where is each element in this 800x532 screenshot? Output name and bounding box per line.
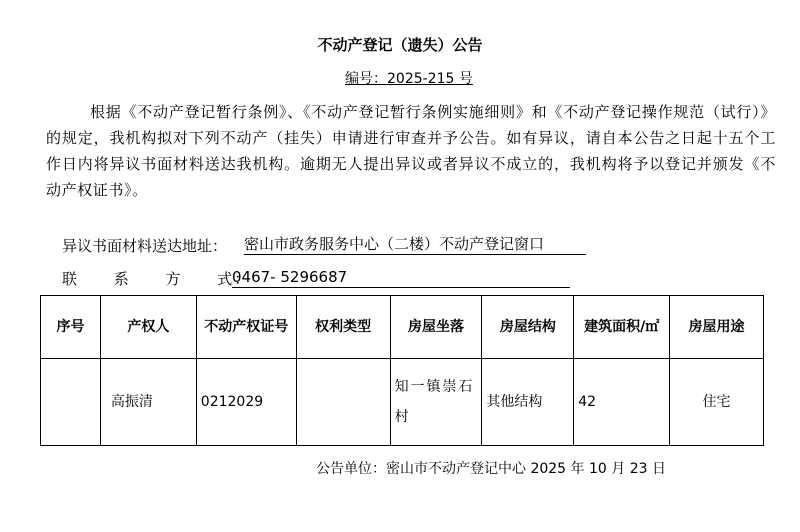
header-location: 房屋坐落 [390,296,482,359]
header-certificate-number: 不动产权证号 [196,296,296,359]
header-owner: 产权人 [100,296,196,359]
registration-table [40,295,764,446]
cell-owner: 高振清 [100,359,196,446]
notice-title: 不动产登记（遗失）公告 [317,36,483,54]
cell-certificate-number: 0212029 [196,359,296,446]
contact-label [62,268,251,289]
header-usage: 房屋用途 [670,296,764,359]
cell-right-type [296,359,390,446]
notice-body: 根据《不动产登记暂行条例》、《不动产登记暂行条例实施细则》和《不动产登记操作规范（试行）》的规定，我机构拟对下列不动产（挂失）申请进行审查并予公告。如有异议，请自本公告之日起十五个工作日内将异议书面材料送达我机构。逾期无人提出异议或者异议不成立的，我机构将予以登记并颁发《不动产权证书》。 [46,103,776,199]
cell-serial [41,359,101,446]
contact-value: 0467- 5296687 [232,268,570,288]
document-number: 编号：2025-215 号 [345,71,473,87]
header-floor-area: 建筑面积/㎡ [574,296,670,359]
address-label: 异议书面材料送达地址： [62,237,228,255]
contact-label-text: 联 系 方 式： [62,270,252,288]
table-header-row [41,296,764,359]
header-serial: 序号 [41,296,101,359]
footer-issuer-date: 公告单位：密山市不动产登记中心 2025 年 10 月 23 日 [316,461,666,477]
cell-structure: 其他结构 [482,359,574,446]
cell-usage: 住宅 [670,359,764,446]
cell-location: 知一镇崇石村 [390,359,482,446]
cell-floor-area: 42 [574,359,670,446]
header-right-type: 权利类型 [296,296,390,359]
address-value: 密山市政务服务中心（二楼）不动产登记窗口 [244,235,586,255]
table-row [41,359,764,446]
header-structure: 房屋结构 [482,296,574,359]
